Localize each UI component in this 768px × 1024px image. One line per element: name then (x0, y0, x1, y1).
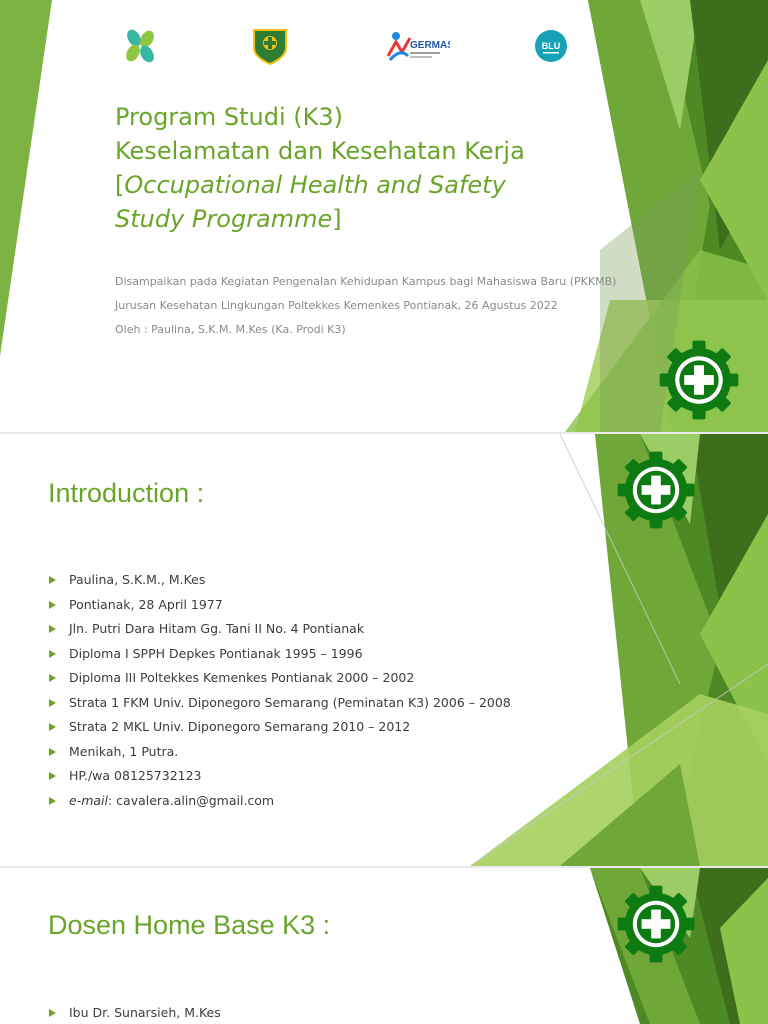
title-slide (0, 0, 768, 432)
list-item: Diploma III Poltekkes Kemenkes Pontianak 2000 – 2002 (48, 666, 511, 691)
title-line-english-1: [Occupational Health and Safety (115, 171, 506, 199)
list-item: Pontianak, 28 April 1977 (48, 593, 511, 618)
slide-title (115, 100, 585, 236)
poltekkes-shield-logo-icon (250, 26, 290, 66)
list-item: Strata 1 FKM Univ. Diponegoro Semarang (Peminatan K3) 2006 – 2008 (48, 691, 511, 716)
dosen-list (48, 1001, 221, 1024)
title-line-program: Program Studi (K3) (115, 103, 344, 131)
blu-logo (534, 29, 568, 63)
title-line-english-2: Study Programme] (115, 205, 342, 233)
list-item: Ibu Dr. Sunarsieh, M.Kes (48, 1001, 221, 1024)
list-item: Jln. Putri Dara Hitam Gg. Tani II No. 4 Pontianak (48, 617, 511, 642)
introduction-list (48, 568, 511, 813)
title-line-keselamatan: Keselamatan dan Kesehatan Kerja (115, 137, 525, 165)
k3-gear-cross-icon (616, 884, 696, 964)
svg-text:GERMAS: GERMAS (410, 40, 450, 51)
list-item: Strata 2 MKL Univ. Diponegoro Semarang 2010 – 2012 (48, 715, 511, 740)
dosen-home-base-slide (0, 868, 768, 1024)
introduction-heading: Introduction : (48, 478, 205, 508)
subtitle-line-presenter: Oleh : Paulina, S.K.M. M.Kes (Ka. Prodi K3) (115, 323, 346, 336)
email-label: e-mail (69, 792, 108, 808)
svg-text:BLU: BLU (541, 41, 561, 51)
dosen-heading: Dosen Home Base K3 : (48, 910, 331, 940)
kemenkes-logo-icon (120, 26, 160, 66)
subtitle-line-event: Disampaikan pada Kegiatan Pengenalan Kehidupan Kampus bagi Mahasiswa Baru (PKKMB) (115, 275, 617, 288)
k3-gear-cross-icon (658, 339, 740, 421)
list-item-email (48, 789, 511, 814)
list-item: Diploma I SPPH Depkes Pontianak 1995 – 1996 (48, 642, 511, 667)
germas-logo (386, 26, 450, 66)
subtitle-block (115, 270, 616, 342)
k3-gear-cross-icon (616, 450, 696, 530)
list-item: Paulina, S.K.M., M.Kes (48, 568, 511, 593)
list-item: HP./wa 08125732123 (48, 764, 511, 789)
email-value: : cavalera.alin@gmail.com (107, 792, 275, 808)
introduction-slide (0, 434, 768, 866)
list-item: Menikah, 1 Putra. (48, 740, 511, 765)
subtitle-line-department: Jurusan Kesehatan Lingkungan Poltekkes Kemenkes Pontianak, 26 Agustus 2022 (115, 299, 558, 312)
